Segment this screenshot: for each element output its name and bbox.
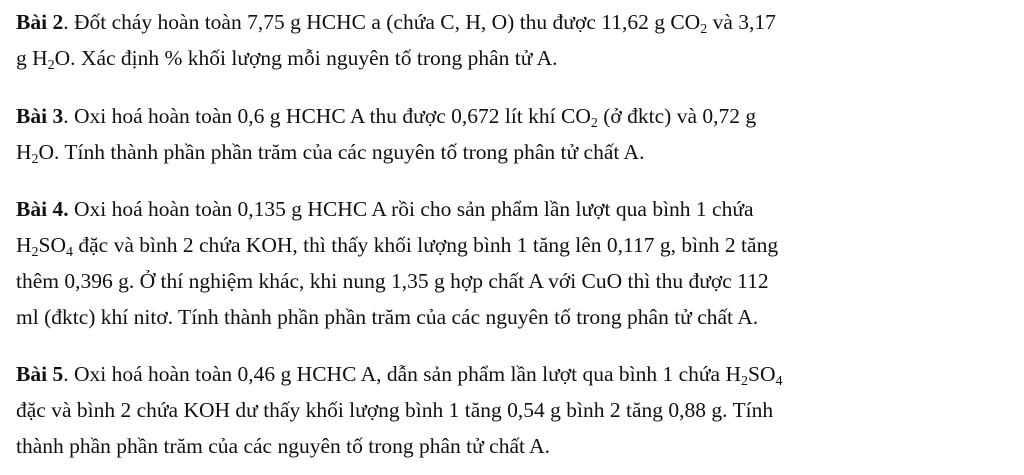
subscript: 2 xyxy=(590,116,598,131)
problem-line xyxy=(16,392,1012,428)
problem-label: Bài 4. xyxy=(16,197,69,221)
problem-text: đặc và bình 2 chứa KOH dư thấy khối lượng bình 1 tăng 0,54 g bình 2 tăng 0,88 g. Tính xyxy=(16,398,774,422)
problem-label: Bài 5 xyxy=(16,362,64,386)
problem-line xyxy=(16,263,1012,299)
problem-text: thành phần phần trăm của các nguyên tố trong phân tử chất A. xyxy=(16,434,551,458)
problem-text: O. Tính thành phần phần trăm của các nguyên tố trong phân tử chất A. xyxy=(38,140,645,164)
problem-line xyxy=(16,40,1012,76)
problem-text: g H xyxy=(16,46,48,70)
subscript: 4 xyxy=(66,245,74,260)
problem-line xyxy=(16,227,1012,263)
subscript: 2 xyxy=(741,374,748,389)
problem-line xyxy=(16,356,1012,392)
problem-text: SO xyxy=(38,233,67,257)
problem-text: ml (đktc) khí nitơ. Tính thành phần phần trăm của các nguyên tố trong phân tử chất A. xyxy=(16,305,759,329)
problem-bai-4 xyxy=(16,191,1012,335)
problem-line xyxy=(16,299,1012,335)
problem-text: SO xyxy=(748,362,776,386)
problem-text: đặc và bình 2 chứa KOH, thì thấy khối lượng bình 1 tăng lên 0,117 g, bình 2 tăng xyxy=(73,233,779,257)
problem-bai-2 xyxy=(16,4,1012,76)
problem-text: thêm 0,396 g. Ở thí nghiệm khác, khi nung 1,35 g hợp chất A với CuO thì thu được 112 xyxy=(16,269,769,293)
problem-text: . Oxi hoá hoàn toàn 0,6 g HCHC A thu được 0,672 lít khí CO xyxy=(63,104,591,128)
problem-line xyxy=(16,191,1012,227)
problem-text: . Oxi hoá hoàn toàn 0,46 g HCHC A, dẫn sản phẩm lần lượt qua bình 1 chứa H xyxy=(63,362,741,386)
subscript: 2 xyxy=(31,245,39,260)
problem-text: H xyxy=(16,233,32,257)
problem-text: Oxi hoá hoàn toàn 0,135 g HCHC A rồi cho sản phẩm lần lượt qua bình 1 chứa xyxy=(68,197,754,221)
problem-label: Bài 3 xyxy=(16,104,64,128)
problem-line xyxy=(16,98,1012,134)
problem-text: . Đốt cháy hoàn toàn 7,75 g HCHC a (chứa C, H, O) thu được 11,62 g CO xyxy=(63,10,701,34)
problem-text: H xyxy=(16,140,32,164)
problem-line xyxy=(16,134,1012,170)
problem-line xyxy=(16,4,1012,40)
problem-bai-3 xyxy=(16,98,1012,170)
problem-bai-5 xyxy=(16,356,1012,464)
subscript: 2 xyxy=(47,58,55,73)
problem-text: và 3,17 xyxy=(707,10,776,34)
subscript: 2 xyxy=(700,22,708,37)
subscript: 2 xyxy=(31,152,39,167)
problem-label: Bài 2 xyxy=(16,10,64,34)
problem-line xyxy=(16,428,1012,464)
problem-text: O. Xác định % khối lượng mỗi nguyên tố trong phân tử A. xyxy=(54,46,558,70)
problem-text: (ở đktc) và 0,72 g xyxy=(597,104,757,128)
subscript: 4 xyxy=(775,374,783,389)
